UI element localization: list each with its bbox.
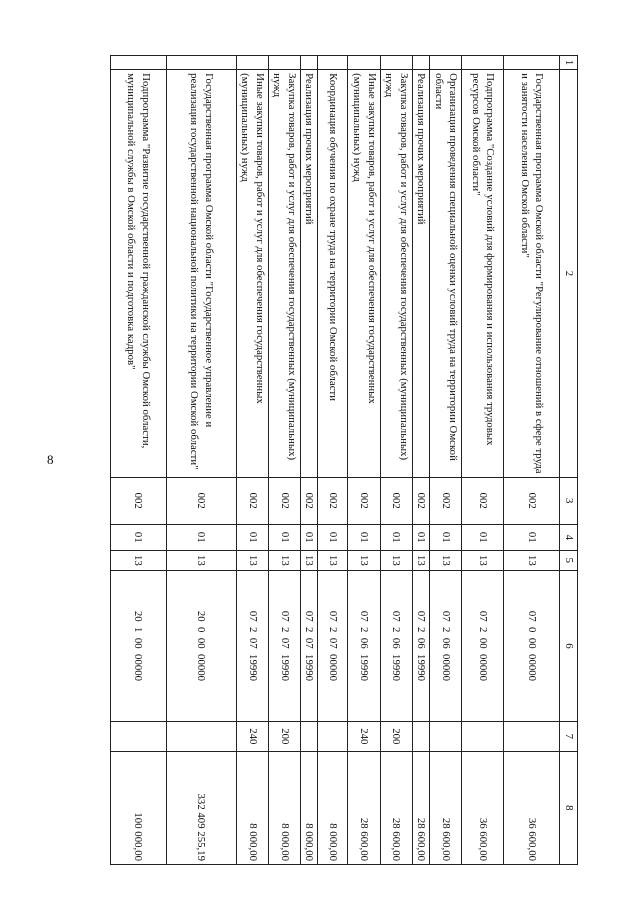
table-header xyxy=(560,56,578,865)
column-header-2: 2 xyxy=(560,70,578,477)
expense-type-cell: 200 xyxy=(380,722,412,752)
section-cell: 01 xyxy=(236,524,268,550)
admin-code-cell: 002 xyxy=(504,477,560,524)
row-number-cell xyxy=(412,56,430,70)
admin-code-cell: 002 xyxy=(380,477,412,524)
subsection-cell: 13 xyxy=(462,550,504,570)
subsection-cell: 13 xyxy=(318,550,348,570)
table-row xyxy=(268,56,300,865)
row-name-cell: Иные закупки товаров, работ и услуг для обеспечения государственных (муниципальных) нужд xyxy=(348,70,380,477)
admin-code-cell: 002 xyxy=(300,477,318,524)
section-cell: 01 xyxy=(318,524,348,550)
expense-type-cell xyxy=(318,722,348,752)
row-name-cell: Закупка товаров, работ и услуг для обеспечения государственных (муниципальных) нужд xyxy=(268,70,300,477)
target-code-cell: 07 2 07 19990 xyxy=(300,570,318,721)
table-row xyxy=(300,56,318,865)
admin-code-cell: 002 xyxy=(166,477,236,524)
table-row xyxy=(430,56,462,865)
column-header-5: 5 xyxy=(560,550,578,570)
amount-cell: 28 600,00 xyxy=(412,751,430,864)
section-cell: 01 xyxy=(462,524,504,550)
column-header-4: 4 xyxy=(560,524,578,550)
target-code-cell: 07 2 06 00000 xyxy=(430,570,462,721)
target-code-cell: 07 2 07 19990 xyxy=(268,570,300,721)
expense-type-cell xyxy=(504,722,560,752)
admin-code-cell: 002 xyxy=(462,477,504,524)
target-code-cell: 20 0 00 00000 xyxy=(166,570,236,721)
subsection-cell: 13 xyxy=(110,550,166,570)
admin-code-cell: 002 xyxy=(236,477,268,524)
section-cell: 01 xyxy=(380,524,412,550)
expense-type-cell: 200 xyxy=(268,722,300,752)
row-name-cell: Реализация прочих мероприятий xyxy=(412,70,430,477)
expense-type-cell xyxy=(430,722,462,752)
amount-cell: 8 000,00 xyxy=(300,751,318,864)
column-header-3: 3 xyxy=(560,477,578,524)
table-row xyxy=(318,56,348,865)
row-name-cell: Государственная программа Омской области "Регулирование отношений в сфере труда и занятости населения Омской области" xyxy=(504,70,560,477)
row-number-cell xyxy=(318,56,348,70)
subsection-cell: 13 xyxy=(380,550,412,570)
row-name-cell: Подпрограмма "Развитие государственной гражданской службы Омской области, муниципальной службы в Омской области и подготовка кадров" xyxy=(110,70,166,477)
amount-cell: 332 409 255,19 xyxy=(166,751,236,864)
row-number-cell xyxy=(268,56,300,70)
section-cell: 01 xyxy=(430,524,462,550)
expense-type-cell xyxy=(110,722,166,752)
target-code-cell: 07 2 06 19990 xyxy=(380,570,412,721)
column-header-8: 8 xyxy=(560,751,578,864)
expense-type-cell xyxy=(300,722,318,752)
row-number-cell xyxy=(166,56,236,70)
section-cell: 01 xyxy=(110,524,166,550)
row-number-cell xyxy=(380,56,412,70)
subsection-cell: 13 xyxy=(412,550,430,570)
table-body xyxy=(110,56,560,865)
section-cell: 01 xyxy=(504,524,560,550)
budget-table xyxy=(110,55,578,865)
section-cell: 01 xyxy=(166,524,236,550)
expense-type-cell: 240 xyxy=(348,722,380,752)
row-name-cell: Государственная программа Омской области "Государственное управление и реализация государственной национальной политики на территории Омской области" xyxy=(166,70,236,477)
amount-cell: 8 000,00 xyxy=(318,751,348,864)
row-number-cell xyxy=(110,56,166,70)
amount-cell: 100 000,00 xyxy=(110,751,166,864)
expense-type-cell xyxy=(462,722,504,752)
row-name-cell: Реализация прочих мероприятий xyxy=(300,70,318,477)
column-header-6: 6 xyxy=(560,570,578,721)
subsection-cell: 13 xyxy=(504,550,560,570)
subsection-cell: 13 xyxy=(348,550,380,570)
row-number-cell xyxy=(430,56,462,70)
amount-cell: 28 600,00 xyxy=(348,751,380,864)
subsection-cell: 13 xyxy=(166,550,236,570)
target-code-cell: 20 1 00 00000 xyxy=(110,570,166,721)
table-row xyxy=(462,56,504,865)
target-code-cell: 07 2 06 19990 xyxy=(412,570,430,721)
admin-code-cell: 002 xyxy=(268,477,300,524)
expense-type-cell xyxy=(412,722,430,752)
subsection-cell: 13 xyxy=(236,550,268,570)
row-number-cell xyxy=(462,56,504,70)
subsection-cell: 13 xyxy=(268,550,300,570)
section-cell: 01 xyxy=(268,524,300,550)
amount-cell: 36 600,00 xyxy=(504,751,560,864)
admin-code-cell: 002 xyxy=(430,477,462,524)
section-cell: 01 xyxy=(412,524,430,550)
row-name-cell: Организация проведения специальной оценки условий труда на территории Омской области xyxy=(430,70,462,477)
admin-code-cell: 002 xyxy=(318,477,348,524)
admin-code-cell: 002 xyxy=(110,477,166,524)
table-row xyxy=(348,56,380,865)
row-name-cell: Закупка товаров, работ и услуг для обеспечения государственных (муниципальных) нужд xyxy=(380,70,412,477)
subsection-cell: 13 xyxy=(300,550,318,570)
column-header-7: 7 xyxy=(560,722,578,752)
expense-type-cell xyxy=(166,722,236,752)
table-row xyxy=(380,56,412,865)
target-code-cell: 07 2 07 00000 xyxy=(318,570,348,721)
subsection-cell: 13 xyxy=(430,550,462,570)
table-row xyxy=(412,56,430,865)
target-code-cell: 07 2 00 00000 xyxy=(462,570,504,721)
row-number-cell xyxy=(348,56,380,70)
row-name-cell: Иные закупки товаров, работ и услуг для обеспечения государственных (муниципальных) нужд xyxy=(236,70,268,477)
expense-type-cell: 240 xyxy=(236,722,268,752)
column-header-1: 1 xyxy=(560,56,578,70)
target-code-cell: 07 0 00 00000 xyxy=(504,570,560,721)
row-number-cell xyxy=(504,56,560,70)
section-cell: 01 xyxy=(300,524,318,550)
section-cell: 01 xyxy=(348,524,380,550)
table-row xyxy=(504,56,560,865)
table-row xyxy=(166,56,236,865)
amount-cell: 8 000,00 xyxy=(236,751,268,864)
amount-cell: 28 600,00 xyxy=(380,751,412,864)
table-row xyxy=(110,56,166,865)
target-code-cell: 07 2 06 19990 xyxy=(348,570,380,721)
amount-cell: 36 600,00 xyxy=(462,751,504,864)
target-code-cell: 07 2 07 19990 xyxy=(236,570,268,721)
row-name-cell: Координация обучения по охране труда на территории Омской области xyxy=(318,70,348,477)
page-number: 8 xyxy=(47,452,54,467)
admin-code-cell: 002 xyxy=(412,477,430,524)
table-row xyxy=(236,56,268,865)
row-number-cell xyxy=(236,56,268,70)
amount-cell: 8 000,00 xyxy=(268,751,300,864)
amount-cell: 28 600,00 xyxy=(430,751,462,864)
admin-code-cell: 002 xyxy=(348,477,380,524)
row-name-cell: Подпрограмма "Создание условий для формирования и использования трудовых ресурсов Омской области" xyxy=(462,70,504,477)
row-number-cell xyxy=(300,56,318,70)
